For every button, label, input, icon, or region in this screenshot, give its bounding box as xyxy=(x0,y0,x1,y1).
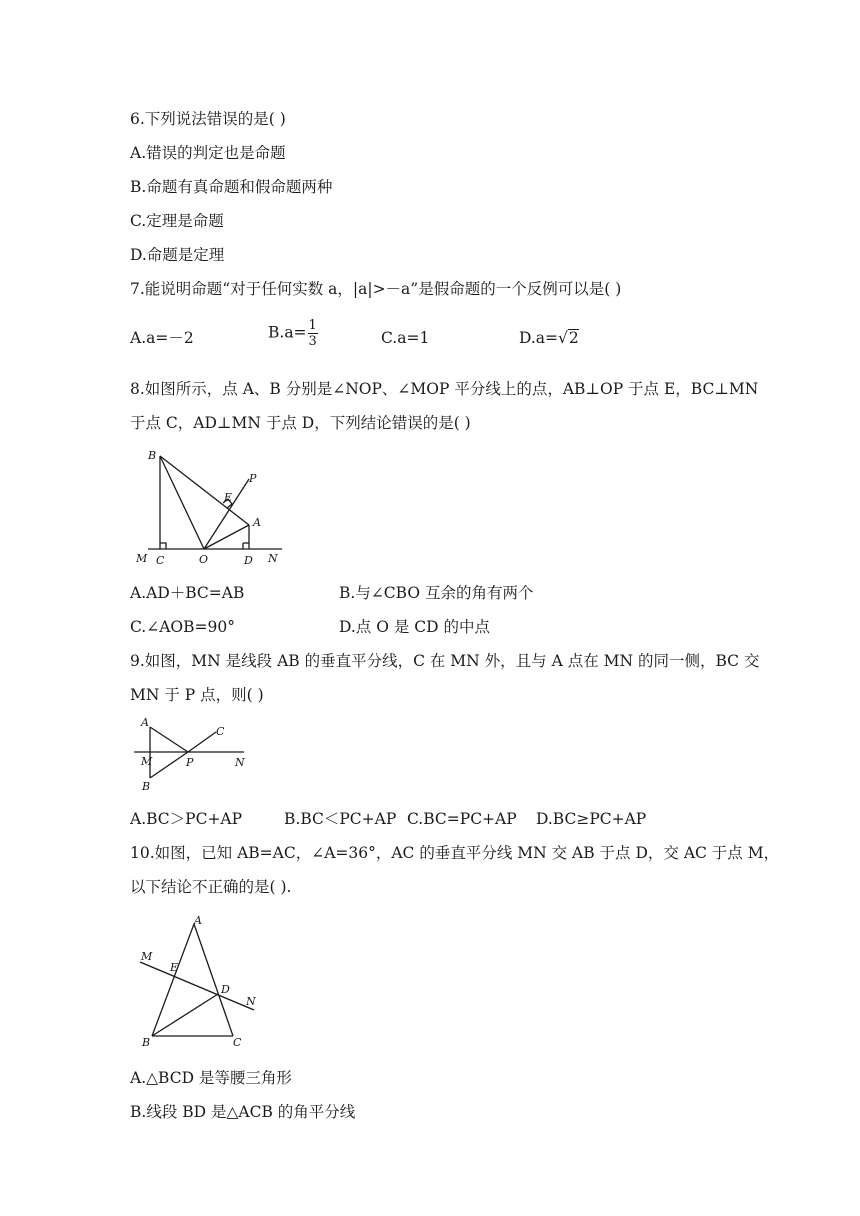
q9-option-d: D.BC≥PC+AP xyxy=(536,810,647,828)
q7-option-b-fraction xyxy=(308,318,318,349)
q6-option-a: A.错误的判定也是命题 xyxy=(130,144,286,162)
q8-stem-line1: 8.如图所示，点 A、B 分别是∠NOP、∠MOP 平分线上的点，AB⊥OP 于点 E，BC⊥MN xyxy=(130,380,759,398)
q10-label-d: D xyxy=(221,983,230,996)
q8-label-a: A xyxy=(253,516,261,529)
q9-label-n: N xyxy=(235,756,245,769)
q8-label-b: B xyxy=(148,449,157,462)
q10-option-a: A.△BCD 是等腰三角形 xyxy=(130,1069,292,1087)
q8-option-a: A.AD＋BC=AB xyxy=(130,584,245,602)
q10-label-a: A xyxy=(194,914,202,927)
q10-label-e: E xyxy=(170,961,179,974)
q7-stem: 7.能说明命题“对于任何实数 a，|a|>－a”是假命题的一个反例可以是( ) xyxy=(130,280,622,298)
q8-label-d: D xyxy=(244,554,253,567)
q10-label-n: N xyxy=(246,995,256,1008)
q9-option-b: B.BC＜PC+AP xyxy=(284,810,397,828)
q7-option-b-prefix: B.a= xyxy=(268,323,307,342)
q10-option-b: B.线段 BD 是△ACB 的角平分线 xyxy=(130,1103,356,1121)
q8-option-c: C.∠AOB=90° xyxy=(130,618,235,636)
q10-stem-line1: 10.如图，已知 AB=AC，∠A=36°，AC 的垂直平分线 MN 交 AB 于点 D，交 AC 于点 M， xyxy=(130,844,780,862)
fraction-denominator: 3 xyxy=(308,334,317,349)
q6-option-b: B.命题有真命题和假命题两种 xyxy=(130,178,333,196)
sqrt-symbol: √ xyxy=(558,329,568,347)
fraction-numerator: 1 xyxy=(308,318,317,333)
q9-stem-line2: MN 于 P 点，则( ) xyxy=(130,686,264,704)
q8-stem-line2: 于点 C，AD⊥MN 于点 D，下列结论错误的是( ) xyxy=(130,414,471,432)
q9-stem-line1: 9.如图，MN 是线段 AB 的垂直平分线，C 在 MN 外，且与 A 点在 MN 的同一侧，BC 交 xyxy=(130,652,760,670)
q8-label-m: M xyxy=(136,552,148,565)
q9-label-m: M xyxy=(141,755,153,768)
q6-option-d: D.命题是定理 xyxy=(130,246,225,264)
q9-figure xyxy=(130,712,260,796)
q10-label-c: C xyxy=(233,1036,242,1049)
q8-label-n: N xyxy=(268,552,278,565)
q9-option-c: C.BC=PC+AP xyxy=(407,810,517,828)
q10-figure xyxy=(130,912,260,1052)
q10-stem-line2: 以下结论不正确的是( ). xyxy=(130,878,292,896)
q8-label-o: O xyxy=(199,553,209,566)
q8-figure xyxy=(130,446,290,570)
q9-option-a: A.BC＞PC+AP xyxy=(130,810,243,828)
q8-option-d: D.点 O 是 CD 的中点 xyxy=(339,618,491,636)
q9-label-a: A xyxy=(141,716,149,729)
q8-option-b: B.与∠CBO 互余的角有两个 xyxy=(339,584,534,602)
q9-label-b: B xyxy=(142,780,151,793)
q7-option-b xyxy=(268,318,318,349)
sqrt-radicand: 2 xyxy=(568,329,579,347)
q10-label-b: B xyxy=(142,1036,151,1049)
q7-option-a: A.a=－2 xyxy=(130,329,194,347)
q7-option-c: C.a=1 xyxy=(381,329,430,347)
q8-label-e: E xyxy=(224,491,233,504)
q8-label-c: C xyxy=(156,554,165,567)
q6-option-c: C.定理是命题 xyxy=(130,212,224,230)
q6-stem: 6.下列说法错误的是( ) xyxy=(130,110,286,128)
q8-label-p: P xyxy=(249,472,257,485)
q9-label-c: C xyxy=(216,725,225,738)
q7-option-d xyxy=(519,327,579,349)
q7-option-d-prefix: D.a= xyxy=(519,329,559,347)
q10-label-m: M xyxy=(141,950,153,963)
q9-label-p: P xyxy=(186,756,194,769)
